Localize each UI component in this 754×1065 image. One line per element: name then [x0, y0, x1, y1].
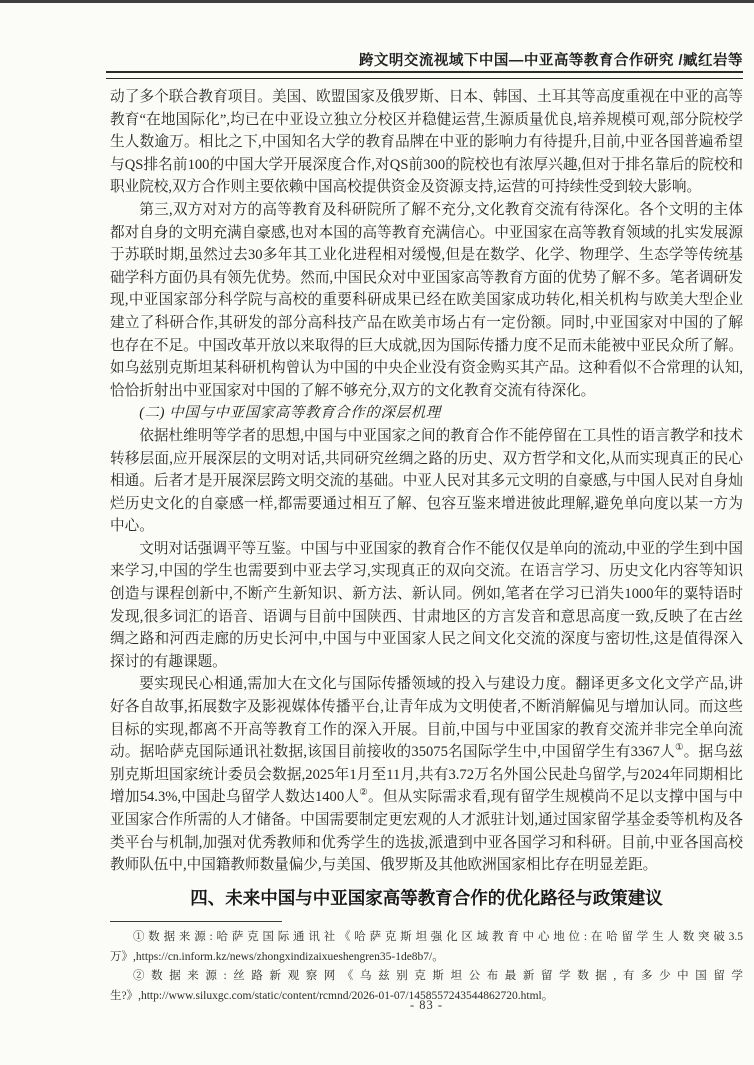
p5-text-3: 。但从实际需求看,现有留学生规模尚不足以支撑中国与中亚国家合作所需的人才储备。中国需要制定更宏观的人才派驻计划,通过国家留学基金委等机构及各类平台与机制,加强对优秀教师和优秀学生的选拔,派遣到中亚各国学习和科研。目前,中亚各国高校教师队伍中,中国籍教师数量偏少,与美国、俄罗斯及其他欧洲国家相比存在明显差距。: [110, 789, 743, 874]
footnote-1: ①数据来源:哈萨克国际通讯社《哈萨克斯坦强化区域教育中心地位:在哈留学生人数突破3.5万》,https://cn.inform.kz/news/zhongxindizaixueshengren35-1de8b7/。: [110, 931, 743, 963]
paragraph-mutual-learning: 文明对话强调平等互鉴。中国与中亚国家的教育合作不能仅仅是单向的流动,中亚的学生到中国来学习,中国的学生也需要到中亚去学习,实现真正的双向交流。在语言学习、历史文化内容等知识创造与课程创新中,不断产生新知识、新方法、新认同。例如,笔者在学习已消失1000年的粟特语时发现,很多词汇的语音、语调与目前中国陕西、甘肃地区的方言发音和意思高度一致,反映了在古丝绸之路和河西走廊的历史长河中,中国与中亚国家人民之间文化交流的深度与密切性,这是值得深入探讨的有趣课题。: [110, 540, 743, 670]
p5-text-2: 。据乌兹别克斯坦国家统计委员会数据,2025年1月至11月,共有3.72万名外国公民赴乌留学,与2024年同期相比增加54.3%,中国赴乌留学人数达1400人: [110, 744, 743, 806]
footnote-separator-rule: [110, 921, 282, 922]
running-head-title: 跨文明交流视域下中国—中亚高等教育合作研究 /臧红岩等: [358, 53, 743, 69]
footnote-ref-1: ①: [674, 743, 684, 754]
paragraph-civil-dialogue: 依据杜维明等学者的思想,中国与中亚国家之间的教育合作不能停留在工具性的语言教学和技术转移层面,应开展深层的文明对话,共同研究丝绸之路的历史、双方哲学和文化,从而实现真正的民心相通。后者才是开展深层跨文明交流的基础。中亚人民对其多元文明的自豪感,与中国人民对自身灿烂历史文化的自豪感一样,都需要通过相互了解、包容互鉴来增进彼此理解,避免单向度以某一方为中心。: [110, 427, 743, 535]
scan-edge-strip: [0, 0, 754, 3]
article-body: [110, 86, 743, 919]
section-heading-four: 四、未来中国与中亚国家高等教育合作的优化路径与政策建议: [190, 887, 663, 908]
footnotes-block: [110, 928, 743, 1006]
paragraph-current-status: [110, 917, 743, 919]
paragraph-people-bond: [110, 673, 743, 876]
header-double-rule: [106, 71, 743, 79]
paragraph-continued: 动了多个联合教育项目。美国、欧盟国家及俄罗斯、日本、韩国、土耳其等高度重视在中亚的高等教育“在地国际化”,均已在中亚设立独立分校区并稳健运营,生源质量优良,培养规模可观,部分院校学生人数逾万。相比之下,中国知名大学的教育品牌在中亚的影响力有待提升,目前,中亚各国普遍希望与QS排名前100的中国大学开展深度合作,对QS前300的院校也有浓厚兴趣,但对于排名靠后的院校和职业院校,双方合作则主要依赖中国高校提供资金及资源支持,运营的可持续性受到较大影响。: [110, 89, 743, 196]
paragraph-third-point: 第三,双方对对方的高等教育及科研院所了解不充分,文化教育交流有待深化。各个文明的主体都对自身的文明充满自豪感,也对本国的高等教育充满信心。中亚国家在高等教育领域的扎实发展源于苏联时期,虽然过去30多年其工业化进程相对缓慢,但是在数学、化学、物理学、生态学等传统基础学科方面仍具有领先优势。然而,中国民众对中亚国家高等教育方面的优势了解不多。笔者调研发现,中亚国家部分科学院与高校的重要科研成果已经在欧美国家成功转化,相关机构与欧美大型企业建立了科研合作,其研发的部分高科技产品在欧美市场占有一定份额。同时,中亚国家对中国的了解也存在不足。中国改革开放以来取得的巨大成就,因为国际传播力度不足而未能被中亚民众所了解。如乌兹别克斯坦某科研机构曾认为中国的中央企业没有资金购买其产品。这种看似不合常理的认知,恰恰折射出中亚国家对中国的了解不够充分,双方的文化教育交流有待深化。: [110, 201, 743, 399]
footnote-ref-2: ②: [359, 788, 369, 799]
p5-text-1: 要实现民心相通,需加大在文化与国际传播领域的投入与建设力度。翻译更多文化文学产品,讲好各自故事,拓展数字及影视媒体传播平台,让青年成为文明使者,不断消解偏见与增加认同。而这些目标的实现,都离不开高等教育工作的深入开展。目前,中国与中亚国家的教育交流并非完全单向流动。据哈萨克国际通讯社数据,该国目前接收的35075名国际学生中,中国留学生有3367人: [110, 676, 743, 761]
subsection-heading: (二) 中国与中亚国家高等教育合作的深层机理: [139, 405, 441, 422]
footnote-2: ②数据来源:丝路新观察网《乌兹别克斯坦公布最新留学数据,有多少中国留学生?》,http://www.siluxgc.com/static/content/rcmnd/2026-01-07/1458557243544862720.html。: [110, 970, 743, 1002]
page-number: - 83 -: [409, 998, 444, 1012]
